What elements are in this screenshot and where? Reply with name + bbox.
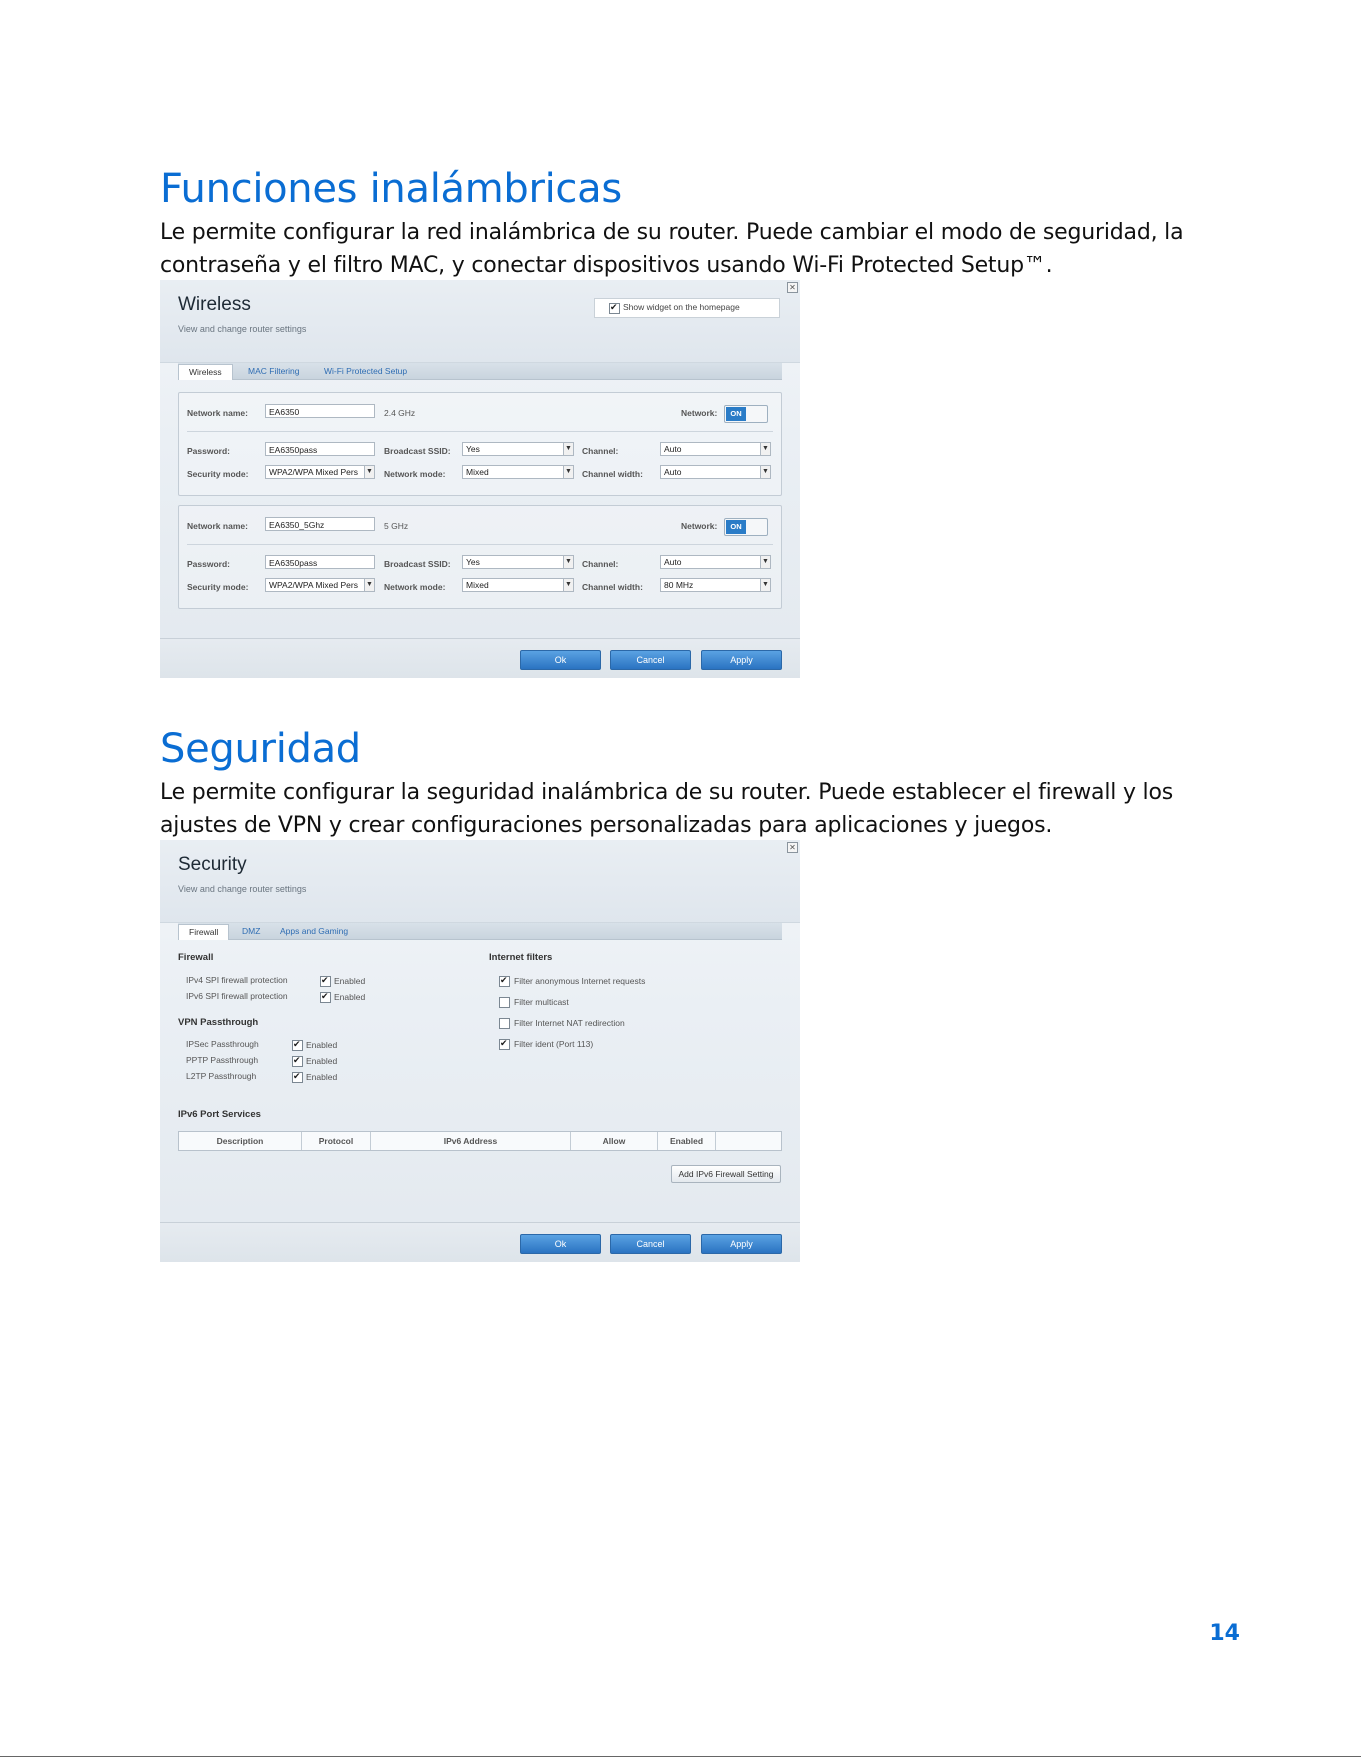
panel-subtitle: View and change router settings [178,324,307,334]
ipv4-spi-label: IPv4 SPI firewall protection [186,975,288,985]
network-mode-label: Network mode: [384,469,446,479]
ipv6-spi-value: Enabled [334,992,366,1002]
ok-button[interactable]: Ok [520,650,601,670]
chevron-down-icon: ▼ [364,466,374,478]
section-description-security: Le permite configurar la seguridad inalámbrica de su router. Puede establecer el firewall y los ajustes de VPN y crear configuraciones personalizadas para aplicaciones y juegos. [160,780,1173,838]
filter-anonymous-checkbox[interactable] [499,976,510,987]
network-name-input[interactable]: EA6350_5Ghz [265,517,375,531]
channel-width-label: Channel width: [582,469,643,479]
cancel-button[interactable]: Cancel [610,650,691,670]
chevron-down-icon: ▼ [760,556,770,568]
apply-button[interactable]: Apply [701,1234,782,1254]
l2tp-checkbox[interactable] [292,1072,303,1083]
section-description-wireless: Le permite configurar la red inalámbrica de su router. Puede cambiar el modo de seguridad, la contraseña y el filtro MAC, y conectar dispositivos usando Wi-Fi Protected Setup™. [160,220,1184,278]
chevron-down-icon: ▼ [563,466,573,478]
ipv4-spi-value: Enabled [334,976,366,986]
firewall-heading: Firewall [178,952,214,963]
divider [187,431,773,432]
ipv4-spi-checkbox[interactable] [320,976,331,987]
channel-width-select[interactable]: Auto ▼ [660,465,771,479]
tab-bar [178,363,782,380]
tab-firewall[interactable]: Firewall [178,924,229,940]
tab-wireless[interactable]: Wireless [178,364,233,380]
chevron-down-icon: ▼ [563,556,573,568]
panel-footer [160,1222,800,1262]
vpn-heading: VPN Passthrough [178,1017,259,1028]
chevron-down-icon: ▼ [760,579,770,591]
security-mode-label: Security mode: [187,469,249,479]
ipv6-spi-label: IPv6 SPI firewall protection [186,991,288,1001]
cancel-button[interactable]: Cancel [610,1234,691,1254]
network-name-label: Network name: [187,521,248,531]
broadcast-ssid-select[interactable]: Yes ▼ [462,555,574,569]
panel-header [160,840,800,923]
ok-button[interactable]: Ok [520,1234,601,1254]
network-toggle-label: Network: [681,521,718,531]
footer-rule [0,1756,1361,1757]
filter-nat-redirection-label: Filter Internet NAT redirection [514,1018,625,1028]
security-mode-select[interactable]: WPA2/WPA Mixed Pers ▼ [265,465,375,479]
chevron-down-icon: ▼ [760,466,770,478]
filter-ident-label: Filter ident (Port 113) [514,1039,594,1049]
ipv6-spi-checkbox[interactable] [320,992,331,1003]
l2tp-value: Enabled [306,1072,338,1082]
band-group-2ghz [178,392,782,496]
section-title-wireless: Funciones inalámbricas [160,166,622,212]
chevron-down-icon: ▼ [563,443,573,455]
ipv6-heading: IPv6 Port Services [178,1109,261,1120]
filter-multicast-checkbox[interactable] [499,997,510,1008]
panel-subtitle: View and change router settings [178,884,307,894]
col-enabled: Enabled [658,1132,716,1150]
password-input[interactable]: EA6350pass [265,442,375,456]
col-allow: Allow [571,1132,658,1150]
ipv6-table-header [178,1131,782,1151]
band-label: 2.4 GHz [384,408,416,418]
network-mode-select[interactable]: Mixed ▼ [462,465,574,479]
col-ipv6-address: IPv6 Address [371,1132,571,1150]
tab-mac-filtering[interactable]: MAC Filtering [248,366,300,376]
add-ipv6-firewall-setting-button[interactable]: Add IPv6 Firewall Setting [671,1165,781,1183]
broadcast-ssid-label: Broadcast SSID: [384,559,451,569]
panel-title: Wireless [178,294,251,315]
show-widget-checkbox[interactable] [609,303,620,314]
network-name-input[interactable]: EA6350 [265,404,375,418]
chevron-down-icon: ▼ [364,579,374,591]
col-protocol: Protocol [302,1132,371,1150]
password-label: Password: [187,559,230,569]
close-icon[interactable]: ✕ [787,282,798,293]
filter-nat-redirection-checkbox[interactable] [499,1018,510,1029]
pptp-value: Enabled [306,1056,338,1066]
show-widget-option[interactable] [594,298,780,318]
tab-wifi-protected-setup[interactable]: Wi-Fi Protected Setup [324,366,408,376]
filter-anonymous-label: Filter anonymous Internet requests [514,976,646,986]
network-name-label: Network name: [187,408,248,418]
password-input[interactable]: EA6350pass [265,555,375,569]
channel-label: Channel: [582,559,619,569]
network-toggle[interactable]: ON [724,405,768,423]
ipsec-value: Enabled [306,1040,338,1050]
apply-button[interactable]: Apply [701,650,782,670]
panel-header [160,280,800,363]
channel-select[interactable]: Auto ▼ [660,442,771,456]
l2tp-label: L2TP Passthrough [186,1071,257,1081]
chevron-down-icon: ▼ [760,443,770,455]
channel-width-select[interactable]: 80 MHz ▼ [660,578,771,592]
network-toggle[interactable]: ON [724,518,768,536]
panel-title: Security [178,854,247,875]
panel-footer [160,638,800,678]
divider [187,544,773,545]
broadcast-ssid-label: Broadcast SSID: [384,446,451,456]
filter-multicast-label: Filter multicast [514,997,569,1007]
password-label: Password: [187,446,230,456]
ipsec-label: IPSec Passthrough [186,1039,259,1049]
band-group-5ghz [178,505,782,609]
pptp-label: PPTP Passthrough [186,1055,259,1065]
wireless-panel-screenshot [160,280,800,678]
security-mode-select[interactable]: WPA2/WPA Mixed Pers ▼ [265,578,375,592]
col-description: Description [179,1132,302,1150]
network-mode-select[interactable]: Mixed ▼ [462,578,574,592]
internet-filters-heading: Internet filters [489,952,553,963]
network-mode-label: Network mode: [384,582,446,592]
band-label: 5 GHz [384,521,409,531]
ipsec-checkbox[interactable] [292,1040,303,1051]
security-panel-screenshot [160,840,800,1262]
tab-dmz[interactable]: DMZ [242,926,261,936]
pptp-checkbox[interactable] [292,1056,303,1067]
tab-bar [178,923,782,940]
filter-ident-checkbox[interactable] [499,1039,510,1050]
broadcast-ssid-select[interactable]: Yes ▼ [462,442,574,456]
show-widget-label: Show widget on the homepage [623,302,740,312]
page-number: 14 [1209,1621,1240,1646]
security-mode-label: Security mode: [187,582,249,592]
channel-width-label: Channel width: [582,582,643,592]
section-title-security: Seguridad [160,726,361,772]
channel-label: Channel: [582,446,619,456]
close-icon[interactable]: ✕ [787,842,798,853]
network-toggle-label: Network: [681,408,718,418]
tab-apps-and-gaming[interactable]: Apps and Gaming [280,926,349,936]
channel-select[interactable]: Auto ▼ [660,555,771,569]
chevron-down-icon: ▼ [563,579,573,591]
